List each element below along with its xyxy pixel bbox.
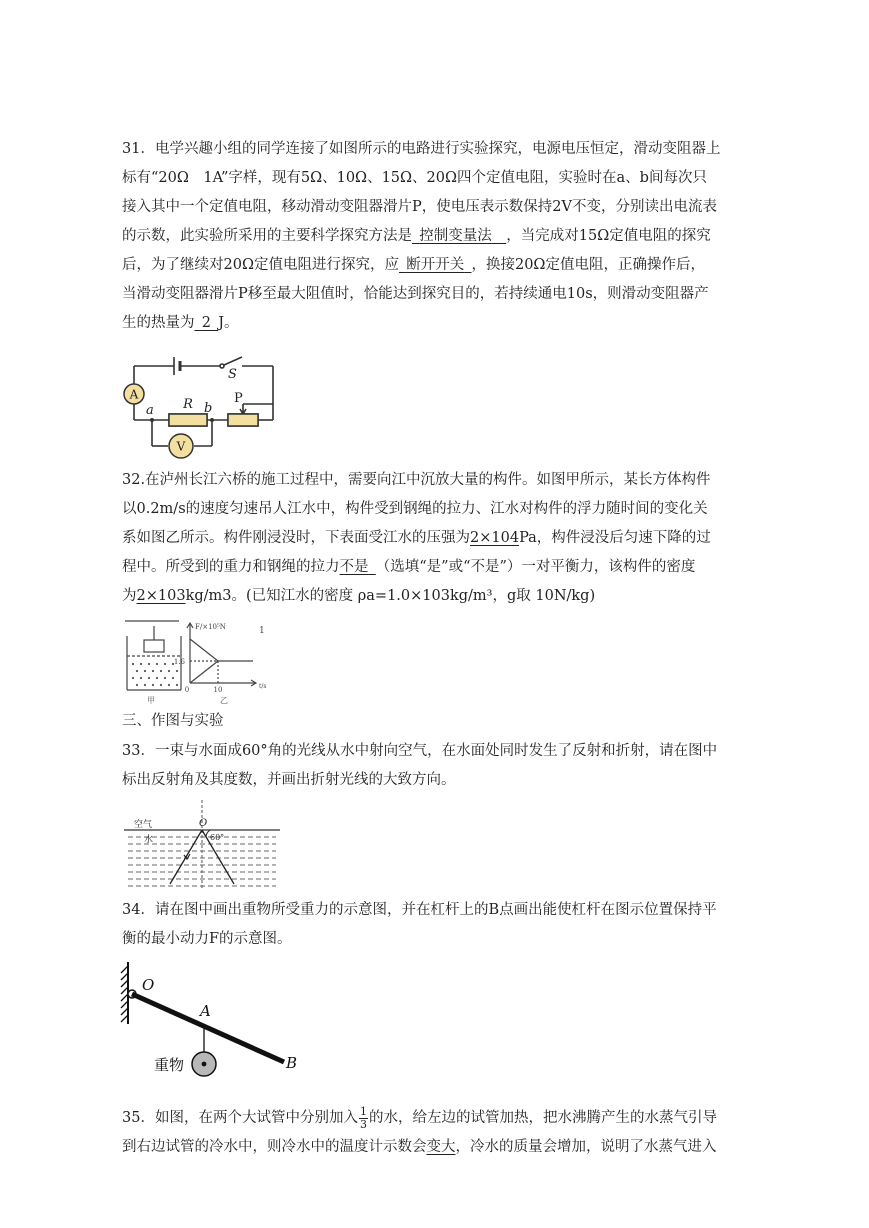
node-a-label: a	[146, 403, 154, 418]
fraction-denominator: 3	[359, 1117, 367, 1131]
question-34	[122, 896, 752, 954]
q32-line-3-text-end: Pa，构件浸没后匀速下降的过	[519, 530, 711, 546]
air-label: 空气	[134, 820, 153, 830]
q32-line-5-text: 为	[122, 588, 137, 604]
resistor-icon	[169, 414, 207, 426]
point-o-label: O	[142, 976, 155, 994]
rheostat-icon	[228, 414, 258, 426]
q31-answer-method	[412, 228, 506, 244]
q32-line-3	[122, 524, 752, 553]
q34-line-1: 34．请在图中画出重物所受重力的示意图，并在杠杆上的B点画出能使杠杆在图示位置保持平	[122, 902, 717, 918]
tank-caption: 甲	[147, 696, 155, 705]
graph-y-tick: 1.6	[173, 658, 185, 666]
q35-line-2-text: 到右边试管的冷水中，则冷水中的温度计示数会	[122, 1139, 427, 1155]
q31-answer-heat	[195, 315, 219, 331]
q32-line-4-text: 程中。所受到的重力和钢绳的拉力	[122, 559, 340, 575]
node-a-dot	[150, 418, 154, 422]
q32-line-5-text-end: kg/m3。(已知江水的密度 ρa=1.0×103kg/m³，g取 10N/kg)	[185, 588, 596, 604]
node-b-label: b	[204, 401, 213, 416]
q34-line-2: 衡的最小动力F的示意图。	[122, 931, 292, 947]
graph-caption: 乙	[220, 696, 228, 705]
q32-answer-balance-text: 不是	[339, 559, 369, 575]
q31-line-6: 当滑动变阻器滑片P移至最大阻值时，恰能达到探究目的，若持续通电10s，则滑动变阻器产	[122, 286, 709, 302]
q32-answer-density: 2×103	[136, 588, 186, 604]
graph-origin-label: 0	[184, 686, 190, 694]
question-31	[122, 135, 752, 338]
q31-line-2: 标有“20Ω 1A”字样，现有5Ω、10Ω、15Ω、20Ω四个定值电阻，实验时在a、b间每次只	[122, 170, 707, 186]
weight-label: 重物	[154, 1056, 185, 1074]
q31-line-4	[122, 222, 752, 251]
q31-line-3: 接入其中一个定值电阻，移动滑动变阻器滑片P，使电压表示数保持2V不变，分别读出电流表	[122, 199, 717, 215]
graph-x-label: t/s	[259, 683, 267, 690]
q35-line-1-text-end: 的水，给左边的试管加热，把水沸腾产生的水蒸气引导	[368, 1110, 717, 1126]
point-o-label: O	[199, 818, 208, 829]
resistor-label: R	[183, 397, 193, 412]
point-b-label: B	[286, 1054, 298, 1072]
q31-line-1: 31．电学兴趣小组的同学连接了如图所示的电路进行实验探究，电源电压恒定，滑动变阻器上	[122, 141, 721, 157]
tank-and-graph-figure	[121, 618, 273, 706]
q32-answer-pressure: 2×104	[470, 530, 520, 546]
ammeter-label: A	[129, 387, 139, 402]
q31-answer-switch-text: 断开开关	[406, 257, 465, 273]
graph-y-label: F/×10⁵N	[195, 623, 226, 631]
q31-answer-heat-text: 2	[201, 315, 211, 331]
q32-line-3-text: 系如图乙所示。构件刚浸没时，下表面受江水的压强为	[122, 530, 470, 546]
graph-marker-label: 1	[259, 626, 265, 636]
q31-line-7	[122, 309, 752, 338]
q32-line-5	[122, 582, 752, 611]
fraction	[359, 1106, 368, 1131]
q31-line-5-text: 后，为了继续对20Ω定值电阻进行探究，应	[122, 257, 399, 273]
q35-line-2-text-end: ，冷水的质量会增加，说明了水蒸气进入	[455, 1139, 717, 1155]
refraction-diagram	[124, 800, 280, 892]
q31-answer-switch	[399, 257, 472, 273]
q31-line-4-text-end: ，当完成对15Ω定值电阻的探究	[506, 228, 711, 244]
voltmeter-label: V	[176, 439, 186, 454]
lever-diagram	[118, 958, 308, 1084]
circuit-diagram	[120, 350, 280, 462]
q31-line-5	[122, 251, 752, 280]
angle-label: 60°	[210, 833, 225, 842]
question-33	[122, 737, 752, 795]
q33-line-2: 标出反射角及其度数，并画出折射光线的大致方向。	[122, 772, 456, 788]
q32-line-1: 32.在泸州长江六桥的施工过程中，需要向江中沉放大量的构件。如图甲所示，某长方体构件	[122, 472, 711, 488]
q32-line-4	[122, 553, 752, 582]
section-heading: 三、作图与实验	[122, 713, 224, 729]
q33-line-1: 33．一束与水面成60°角的光线从水中射向空气，在水面处同时发生了反射和折射，请在图中	[122, 743, 718, 759]
slider-label: P	[234, 391, 243, 406]
graph-x-tick: 10	[213, 686, 223, 694]
q31-line-7-text-end: J。	[218, 315, 239, 331]
q31-line-4-text: 的示数，此实验所采用的主要科学探究方法是	[122, 228, 412, 244]
node-b-dot	[210, 418, 214, 422]
q31-line-5-text-end: ，换接20Ω定值电阻，正确操作后，	[471, 257, 705, 273]
q32-answer-balance	[340, 559, 376, 575]
fraction-numerator: 1	[359, 1104, 367, 1118]
tension-line	[190, 639, 218, 661]
question-35	[122, 1104, 752, 1162]
q35-line-1-text: 35．如图，在两个大试管中分别加入	[122, 1110, 358, 1126]
buoyancy-line	[190, 661, 218, 683]
q35-line-2	[122, 1133, 752, 1162]
q32-line-4-text-end: （选填“是”或“不是”）一对平衡力，该构件的密度	[375, 559, 696, 575]
switch-label: S	[228, 367, 237, 382]
water-label: 水	[144, 835, 154, 845]
q35-line-1	[122, 1104, 752, 1133]
point-a-label: A	[200, 1002, 211, 1020]
q32-line-2: 以0.2m/s的速度匀速吊人江水中，构件受到钢绳的拉力、江水对构件的浮力随时间的变化关	[122, 501, 708, 517]
question-32	[122, 466, 752, 611]
q31-answer-method-text: 控制变量法	[419, 228, 492, 244]
q35-answer-temperature: 变大	[426, 1139, 456, 1155]
q31-line-7-text: 生的热量为	[122, 315, 195, 331]
